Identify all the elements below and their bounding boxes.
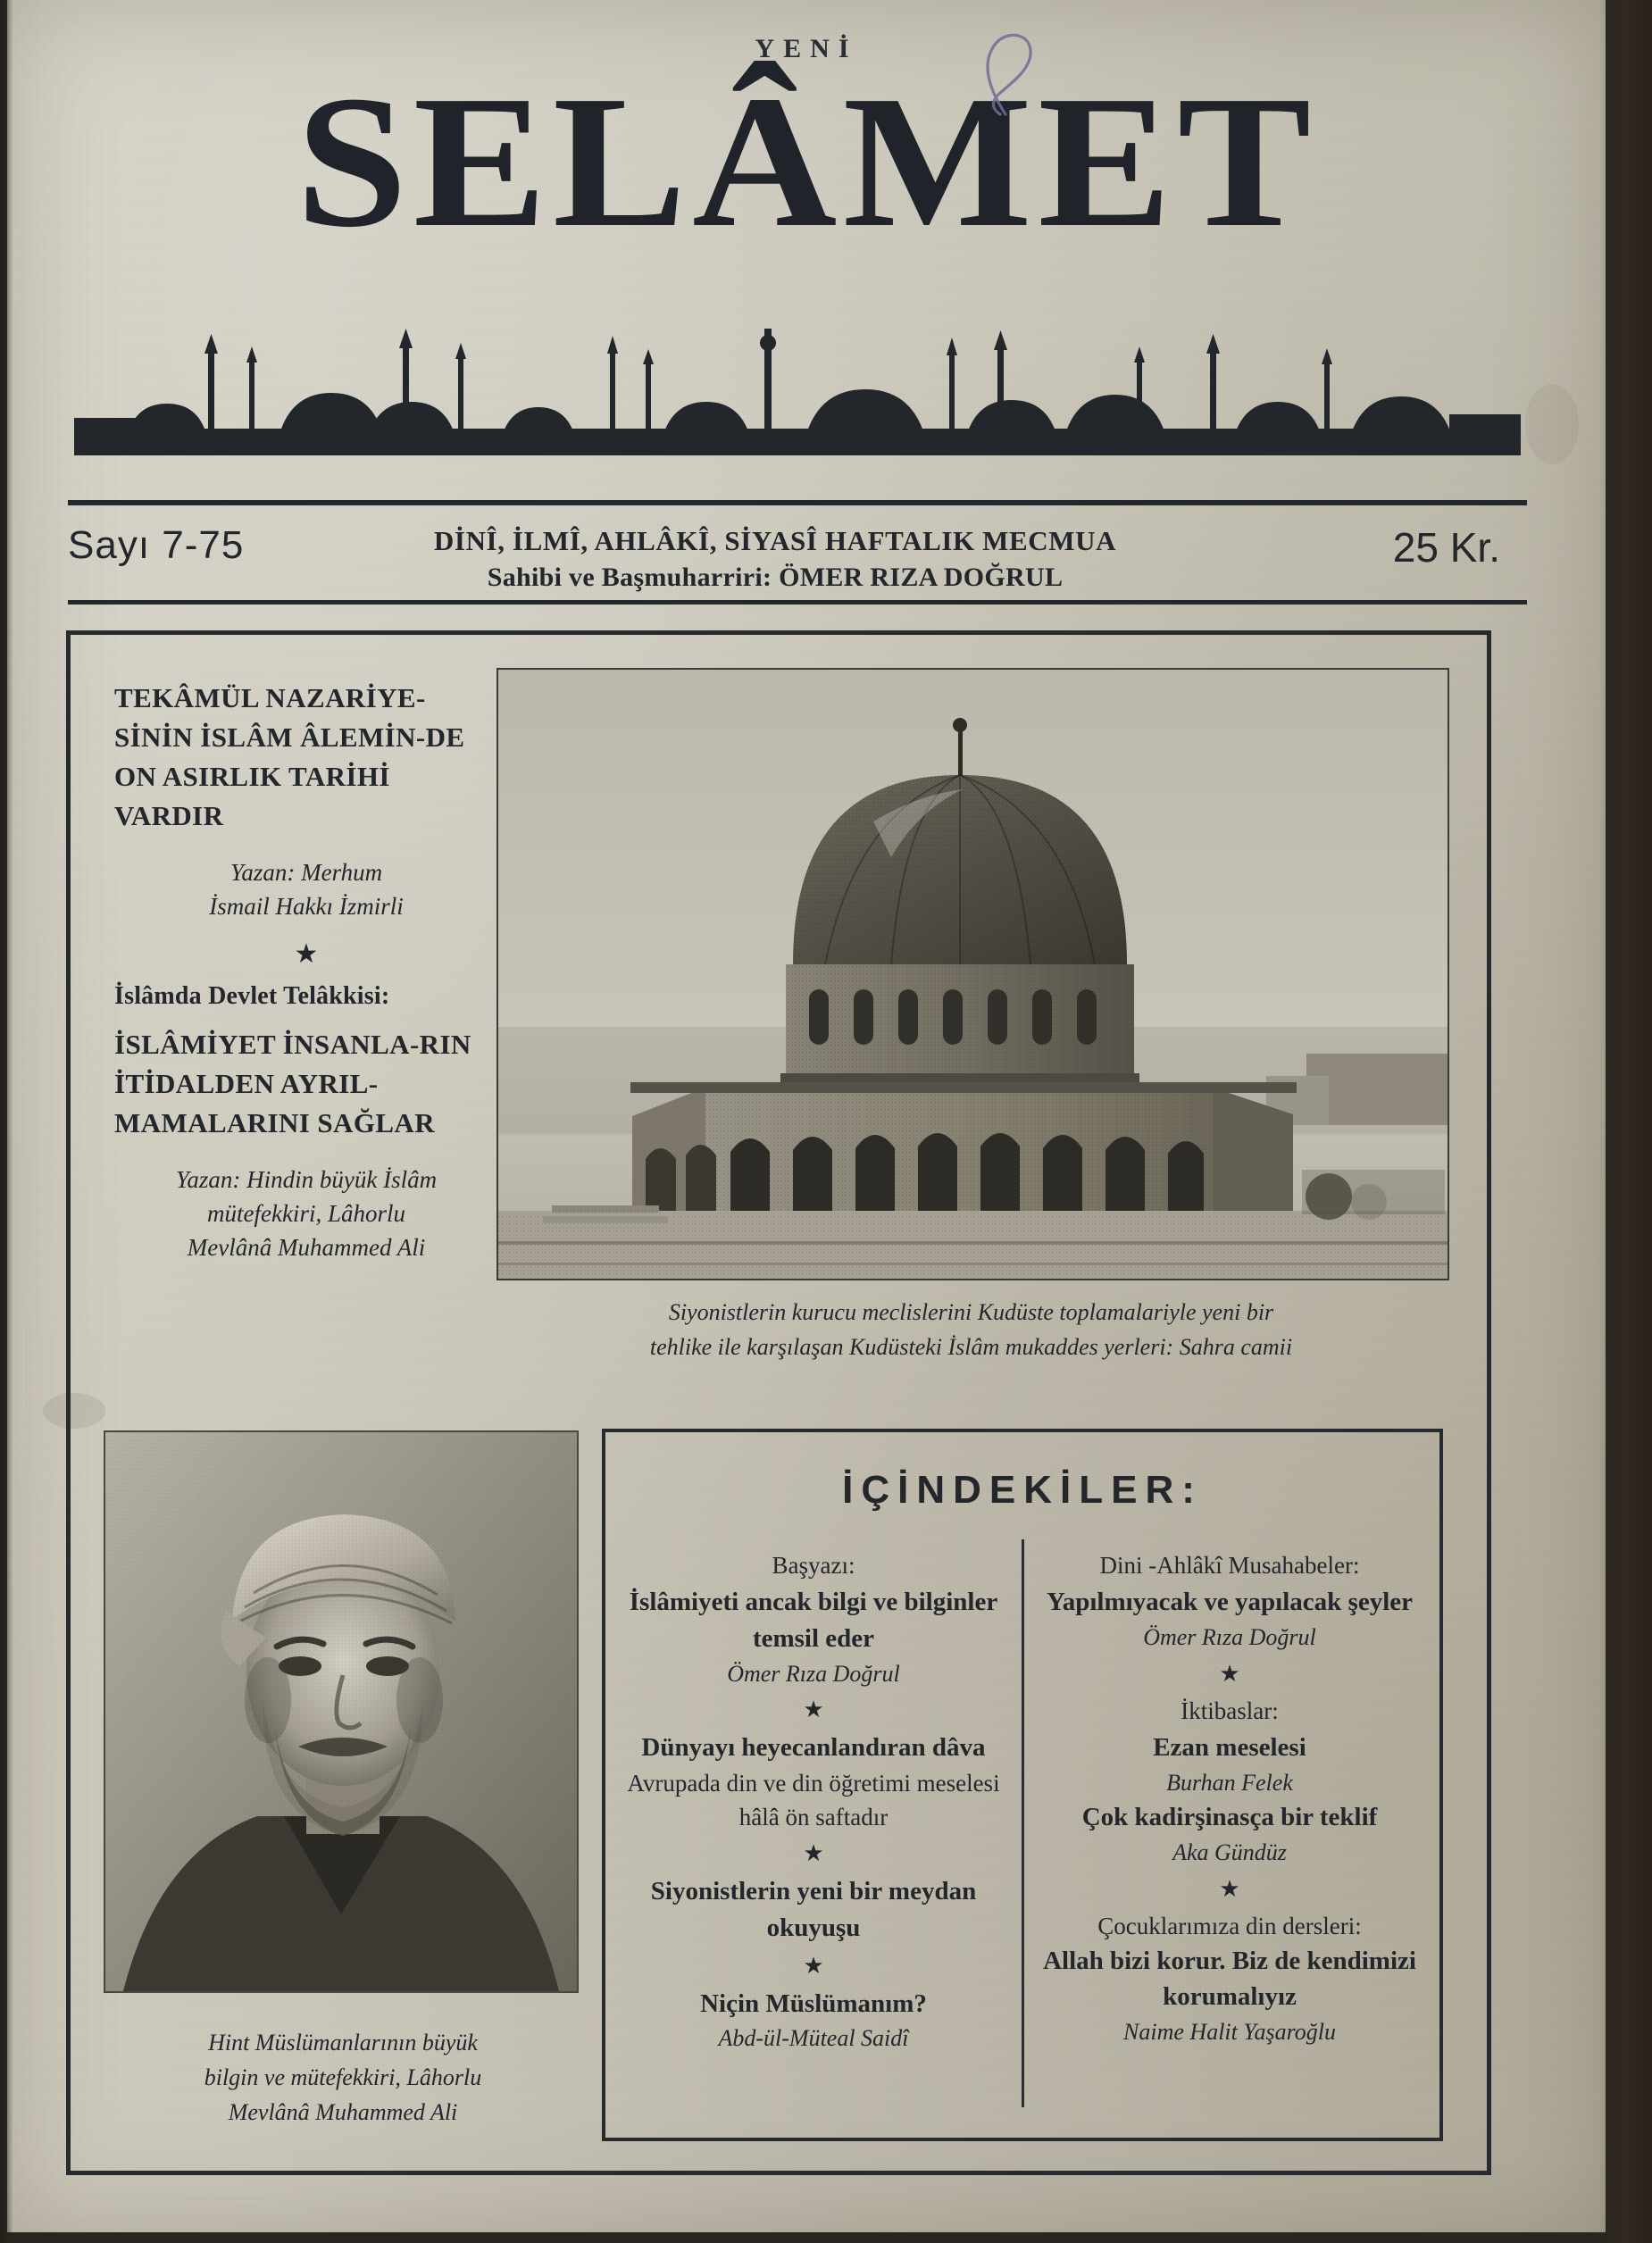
article-byline-1 [114, 855, 498, 924]
article-byline-2 [114, 1163, 498, 1265]
contents-entry[interactable]: Burhan Felek [1166, 1769, 1293, 1796]
portrait-caption-line2: bilgin ve mütefekkiri, Lâhorlu [204, 2064, 482, 2090]
issue-number: Sayı 7-75 [68, 523, 245, 567]
contents-entry[interactable]: Çok kadirşinasça bir teklif [1081, 1803, 1378, 1832]
contents-entry[interactable]: İslâmiyeti ancak bilgi ve bilginler temsil eder [629, 1588, 998, 1653]
contents-left-column [622, 1548, 1005, 2055]
star-divider-icon: ★ [294, 938, 319, 969]
star-divider-icon: ★ [803, 1697, 824, 1723]
cover-photo-dome-of-the-rock [496, 668, 1449, 1280]
horizontal-rule-bottom [68, 600, 1527, 605]
contents-entry[interactable]: Aka Gündüz [1172, 1839, 1287, 1865]
contents-title: İÇİNDEKİLER: [842, 1468, 1203, 1512]
star-divider-icon: ★ [803, 1952, 824, 1979]
contents-entry[interactable]: Siyonistlerin yeni bir meydan okuyuşu [650, 1877, 977, 1943]
portrait-caption-line1: Hint Müslümanlarının büyük [208, 2030, 478, 2055]
photo-caption-line1: Siyonistlerin kurucu meclislerini Kudüste toplamalariyle yeni bir [668, 1299, 1274, 1325]
contents-entry[interactable]: Yapılmıyacak ve yapılacak şeyler [1046, 1588, 1413, 1617]
article-byline-1-line2: İsmail Hakkı İzmirli [209, 893, 404, 921]
paper-stain [1525, 384, 1579, 464]
book-binding-shadow [1598, 0, 1652, 2243]
contents-entry[interactable]: Naime Halit Yaşaroğlu [1123, 2019, 1336, 2046]
star-divider-icon: ★ [803, 1840, 824, 1867]
photo-caption-line2: tehlike ile karşılaşan Kudüsteki İslâm mukaddes yerleri: Sahra camii [649, 1334, 1293, 1360]
article-byline-1-line1: Yazan: Merhum [229, 859, 383, 887]
contents-entry[interactable]: Avrupada din ve din öğretimi meselesi hâlâ ön saftadır [627, 1769, 1000, 1831]
contents-entry[interactable]: Ömer Rıza Doğrul [727, 1660, 900, 1687]
contents-entry[interactable]: Ömer Rıza Doğrul [1143, 1623, 1316, 1650]
article-byline-2-line1: Yazan: Hindin büyük İslâm [175, 1165, 438, 1193]
star-divider-icon: ★ [1219, 1875, 1240, 1902]
photo-caption [496, 1295, 1446, 1364]
masthead-kicker: YENİ [755, 34, 858, 63]
contents-entry[interactable]: Ezan meselesi [1153, 1732, 1306, 1762]
portrait-caption-line3: Mevlânâ Muhammed Ali [228, 2099, 458, 2125]
horizontal-rule-top [68, 500, 1527, 505]
masthead-subtitle [346, 525, 1204, 593]
left-headline-column [114, 679, 498, 1265]
star-divider-icon: ★ [1219, 1660, 1240, 1687]
article-headline-2: İSLÂMİYET İNSANLA-RIN İTİDALDEN AYRIL-MAMALARINI SAĞLAR [114, 1028, 471, 1138]
contents-entry[interactable]: Dini -Ahlâkî Musahabeler: [1099, 1552, 1360, 1579]
contents-entry[interactable]: Çocuklarımıza din dersleri: [1097, 1912, 1362, 1939]
portrait-photo [104, 1430, 579, 1993]
article-kicker-2: İslâmda Devlet Telâkkisi: [114, 981, 390, 1010]
table-of-contents-box [602, 1429, 1443, 2141]
contents-entry[interactable]: Dünyayı heyecanlandıran dâva [641, 1733, 986, 1763]
article-headline-1: TEKÂMÜL NAZARİYE-SİNİN İSLÂM ÂLEMİN-DE ON ASIRLIK TARİHİ VARDIR [114, 682, 465, 832]
contents-entry[interactable]: Niçin Müslümanım? [700, 1989, 927, 2018]
contents-right-column [1038, 1548, 1422, 2049]
masthead-subtitle-line1: DİNÎ, İLMÎ, AHLÂKÎ, SİYASÎ HAFTALIK MECMUA [433, 525, 1117, 556]
article-byline-2-line2: mütefekkiri, Lâhorlu [207, 1200, 405, 1228]
contents-column-divider [1022, 1539, 1024, 2107]
portrait-caption [93, 2025, 593, 2130]
magazine-cover-page [7, 0, 1606, 2232]
cover-price: 25 Kr. [1392, 524, 1500, 571]
masthead-subtitle-line2: Sahibi ve Başmuharriri: ÖMER RIZA DOĞRUL [487, 563, 1064, 592]
contents-entry[interactable]: Abd-ül-Müteal Saidî [718, 2025, 909, 2052]
article-byline-2-line3: Mevlânâ Muhammed Ali [187, 1234, 426, 1262]
contents-entry[interactable]: Allah bizi korur. Biz de kendimizi korumalıyız [1043, 1946, 1416, 2012]
istanbul-skyline-icon [74, 329, 1521, 461]
masthead-title: SELÂMET [296, 56, 1317, 266]
contents-entry[interactable]: Başyazı: [772, 1552, 855, 1579]
contents-entry[interactable]: İktibaslar: [1181, 1697, 1279, 1724]
